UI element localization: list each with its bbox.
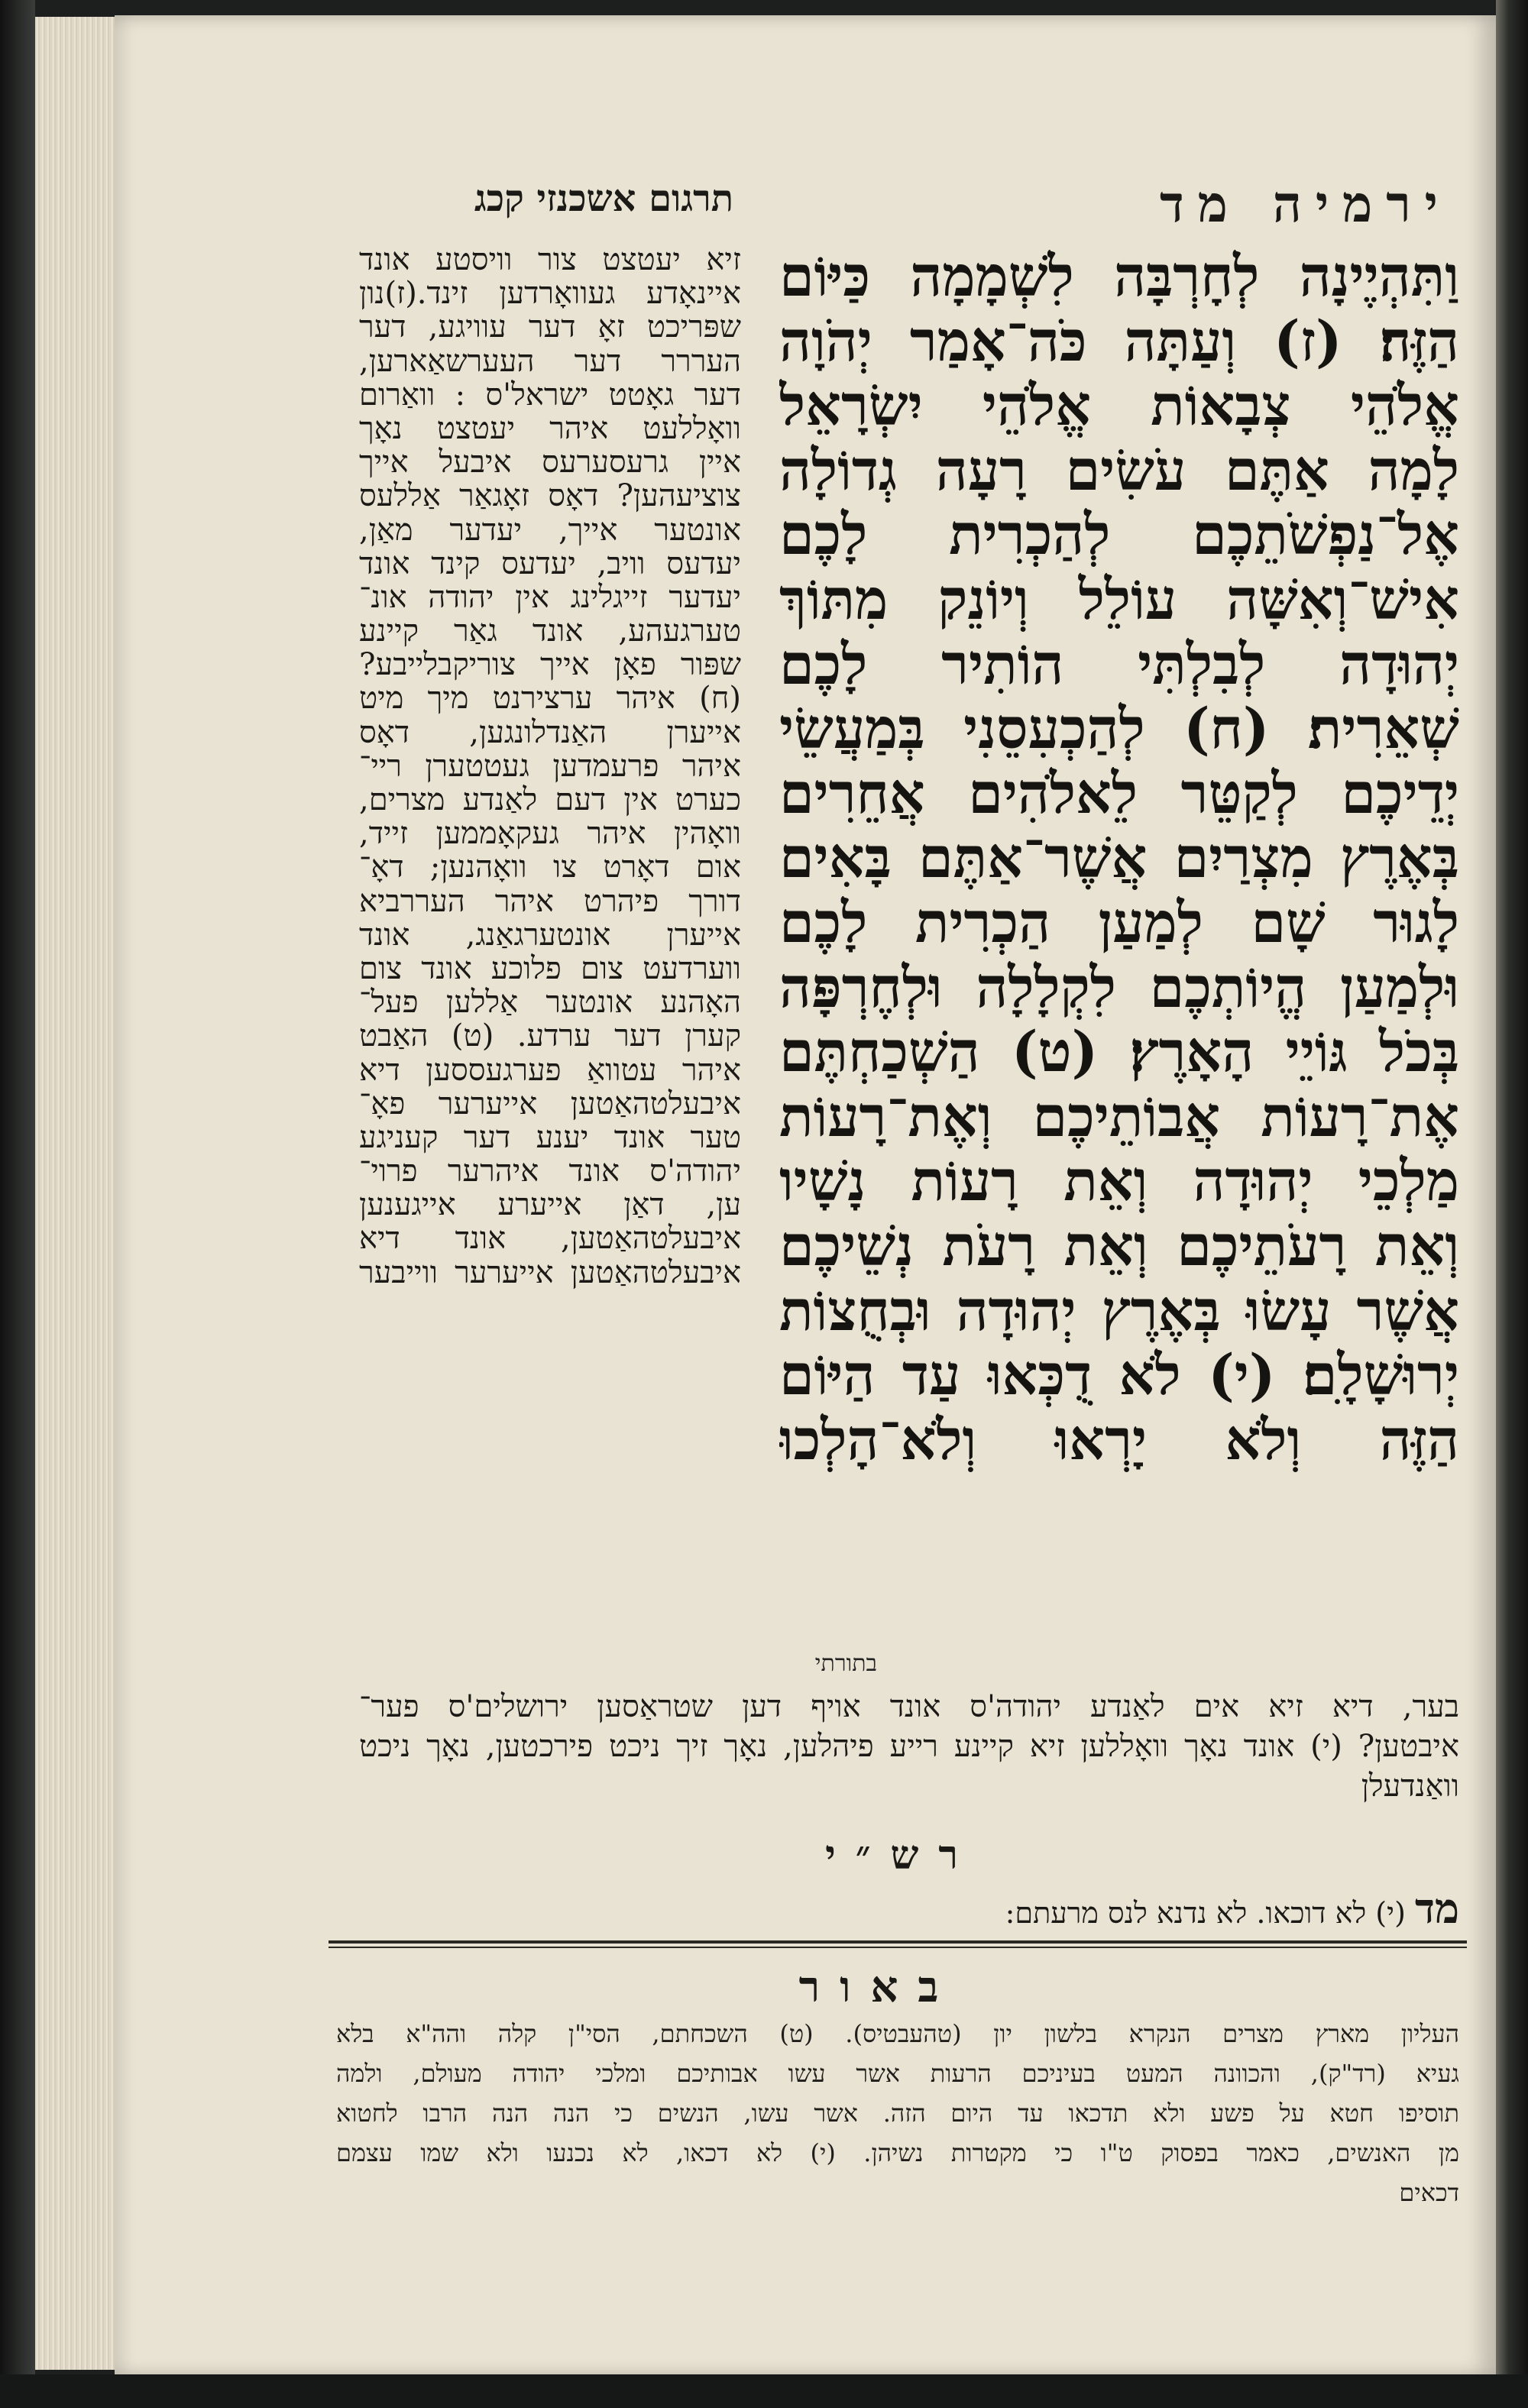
main-text-line: מַלְכֵי יְהוּדָה וְאֵת רָעוֹת נָשָׁיו — [779, 1149, 1459, 1214]
rashi-chapter-number: מד — [1415, 1884, 1459, 1933]
book-bottom-shadow — [0, 2374, 1528, 2408]
rashi-commentary — [596, 1884, 1459, 1933]
targum-continuation — [359, 1687, 1459, 1832]
targum-line: קערן דער ערדע. (ט) האַבט — [359, 1019, 741, 1054]
targum-line: אייערן אונטערגאַנג, אונד — [359, 918, 741, 952]
main-text-line: וַתִּהְיֶינָה לְחָרְבָּה לִשְׁמָמָה כַּיּוֹם — [779, 244, 1459, 309]
targum-line: טערגעהע, אונד גאַר קיינע — [359, 614, 741, 649]
targum-line: וואַנדעלן — [1361, 1769, 1459, 1804]
targum-line: יהודה'ס אונד איהרער פרוי־ — [359, 1154, 741, 1189]
biur-commentary — [336, 2014, 1459, 2266]
targum-line: (ח) איהר ערצירנט מיך מיט — [359, 681, 741, 716]
targum-line: וואָהין איהר געקאָממען זייד, — [359, 817, 741, 851]
targum-line: יעדער זייגלינג אין יהודה אונ־ — [359, 580, 741, 615]
catchword: בתורתי — [814, 1650, 877, 1677]
main-text-line: בְּאֶרֶץ מִצְרַיִם אֲשֶׁר־אַתֶּם בָּאִים — [779, 826, 1459, 891]
targum-line: כערט אין דעם לאַנדע מצרים, — [359, 783, 741, 817]
targum-line: איבעלטהאַטען, אונד דיא — [359, 1222, 741, 1256]
main-hebrew-text — [779, 244, 1459, 1665]
main-text-line: הַזֶּה׃ (ז) וְעַתָּה כֹּה־אָמַר יְהֹוָה — [779, 309, 1459, 374]
targum-line: איהר עטוואַ פערגעססען דיא — [359, 1053, 741, 1087]
running-head-targum: תרגום אשכנזי קכג — [474, 177, 733, 220]
main-text-line: אֲשֶׁר עָשׂוּ בְּאֶרֶץ יְהוּדָה וּבְחֻצוֹת — [779, 1278, 1459, 1344]
main-text-line: יְהוּדָה לְבִלְתִּי הוֹתִיר לָכֶם — [779, 632, 1459, 697]
biur-line: העליון מארץ מצרים הנקרא בלשון יון (טהעבטיס). (ט) השכחתם, הסי"ן קלה והה"א בלא — [336, 2019, 1459, 2048]
biur-line: דכאים — [1399, 2178, 1459, 2207]
targum-line: דורך פיהרט איהר העררביא — [359, 884, 741, 918]
targum-line: שפּריכט זאָ דער עוויגע, דער — [359, 310, 741, 345]
main-text-line: אֱלֹהֵי צְבָאוֹת אֱלֹהֵי יִשְׂרָאֵל — [779, 374, 1459, 439]
targum-line: ען, דאַן אייערע אייגענען — [359, 1188, 741, 1222]
targum-line: איבעלטהאַטען אייערער ווייבער — [359, 1255, 741, 1290]
targum-line: זיא יעטצט צור וויסטע אונד — [359, 243, 741, 277]
main-text-line: יְרוּשָׁלָ‍ִם׃ (י) לֹא דֻכְּאוּ עַד הַיּוֹם — [779, 1343, 1459, 1408]
targum-line: טער אונד יענע דער קעניגע — [359, 1120, 741, 1155]
section-divider-thin — [329, 1947, 1467, 1948]
targum-line: צוציעהען? דאָס זאָגאַר אַללעס — [359, 479, 741, 513]
book-cover-left — [0, 0, 35, 2408]
main-text-line: וְאֵת רָעֹתֵיכֶם וְאֵת רָעֹת נְשֵׁיכֶם — [779, 1213, 1459, 1279]
main-text-line: וּלְמַעַן הֱיוֹתְכֶם לִקְלָלָה וּלְחֶרְפָּה — [779, 955, 1459, 1021]
targum-line: בער, דיא זיא אים לאַנדע יהודה'ס אונד אויף דען שטראַסען ירושלים'ס פער־ — [359, 1689, 1459, 1724]
targum-line: שפּור פאָן אייך צוריקבלייבע? — [359, 648, 741, 682]
biur-line: תוסיפו חטא על פשע ולא תדכאו עד היום הזה. אשר עשו, הנשים כי הנה הנה הרבו לחטוא — [336, 2099, 1459, 2128]
targum-line: דער גאָטט ישראל'ס : וואַרום — [359, 377, 741, 412]
targum-line: איינאָדע געוואָרדען זינד.(ז)נון — [359, 277, 741, 311]
targum-line: העררר דער העערשאַארען, — [359, 344, 741, 378]
main-text-line: אִישׁ־וְאִשָּׁה עוֹלֵל וְיוֹנֵק מִתּוֹךְ — [779, 567, 1459, 633]
main-text-line: בְּכֹל גּוֹיֵי הָאָרֶץ׃ (ט) הַשְׁכַחְתֶּם — [779, 1020, 1459, 1085]
targum-line: וואָללעט איהר יעטצט נאָך — [359, 411, 741, 446]
main-text-line: אֶת־רָעוֹת אֲבוֹתֵיכֶם וְאֶת־רָעוֹת — [779, 1084, 1459, 1150]
main-text-line: אֶל־נַפְשֹׁתֵכֶם לְהַכְרִית לָכֶם — [779, 503, 1459, 568]
book-gutter-right — [1496, 0, 1528, 2408]
targum-line: אייערן האַנדלונגען, דאָס — [359, 715, 741, 749]
targum-line: אונטער אייך, יעדער מאַן, — [359, 513, 741, 547]
targum-line: האָהנע אונטער אַללען פעל־ — [359, 986, 741, 1020]
main-text-line: שְׁאֵרִית׃ (ח) לְהַכְעִסֵנִי בְּמַעֲשֵׂי — [779, 697, 1459, 762]
main-text-line: יְדֵיכֶם לְקַטֵּר לֵאלֹהִים אֲחֵרִים — [779, 761, 1459, 827]
biur-heading: באור — [798, 1962, 959, 2012]
targum-line: אום דאָרט צו וואָהנען; דאָ־ — [359, 850, 741, 885]
section-divider — [329, 1940, 1467, 1944]
biur-line: געיא (רד"ק), והכוונה המעט בעיניכם הרעות אשר עשו אבותיכם ומלכי יהודה מעולם, ולמה — [336, 2059, 1459, 2088]
page-edges — [35, 17, 119, 2370]
running-head-jeremiah: ירמיה מד — [1160, 174, 1452, 234]
targum-line: איין גרעסערעס איבעל אייך — [359, 445, 741, 480]
targum-line: יעדעס וויב, יעדעס קינד אונד — [359, 546, 741, 581]
targum-line: איהר פרעמדען געטטערן ריי־ — [359, 749, 741, 783]
main-text-line: לָגוּר שָׁם לְמַעַן הַכְרִית לָכֶם — [779, 890, 1459, 956]
main-text-line: לָמָה אַתֶּם עֹשִׂים רָעָה גְדוֹלָה — [779, 438, 1459, 503]
rashi-text: (י) לא דוכאו. לא נדנא לנס מרעתם: — [1005, 1896, 1406, 1930]
targum-line: ווערדעט צום פלוכע אונד צום — [359, 951, 741, 986]
main-text-line: הַזֶּה וְלֹא יָרְאוּ וְלֹא־הָלְכוּ — [779, 1407, 1459, 1473]
rashi-heading: רש״י — [825, 1832, 978, 1879]
targum-line: איבטען? (י) אונד נאָך וואָללען זיא קיינע רייע פיהלען, נאָך זיך ניכט פירכטען, נאָך ניכט — [359, 1729, 1459, 1764]
targum-column — [359, 243, 741, 1687]
biur-line: מן האנשים, כאמר בפסוק ט"ו כי מקטרות נשיהן. (י) לא דכאו, לא נכנעו ולא שמו עצמם — [336, 2138, 1459, 2167]
targum-line: איבעלטהאַטען אייערער פאָ־ — [359, 1086, 741, 1121]
